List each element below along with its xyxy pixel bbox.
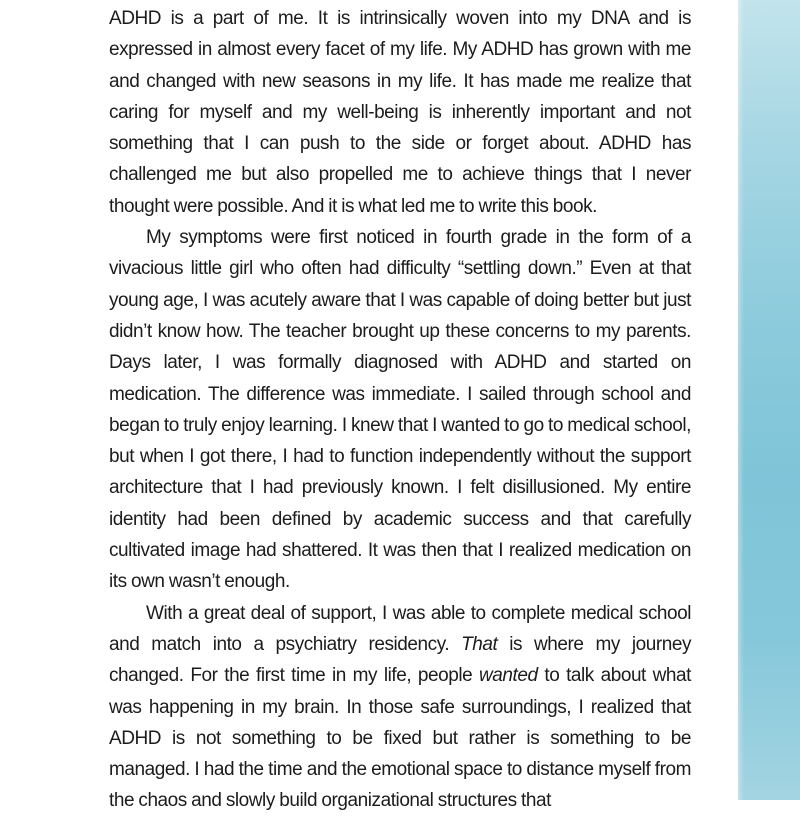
paragraph-1 bbox=[109, 3, 691, 222]
decorative-side-band bbox=[738, 0, 800, 800]
emphasis-that: That bbox=[461, 633, 498, 655]
paragraph-3-text-c: to talk about what was happening in my brain. In those safe surroundings, I realized that ADHD is not something to be fixed but rather is something to be managed. I had the time and the emotional space to distance myself from the chaos and slowly build organizational structures that bbox=[109, 665, 691, 812]
paragraph-2-text: My symptoms were first noticed in fourth grade in the form of a vivacious little girl who often had difficulty “settling down.” Even at that young age, I was acutely aware that I was capable of doing better but just didn’t know how. The teacher brought up these concerns to my parents. Days later, I was formally diagnosed with ADHD and started on medication. The difference was immediate. I sailed through school and began to truly enjoy learning. I knew that I wanted to go to medical school, but when I got there, I had to function independently without the support architecture that I had previously known. I felt disillusioned. My entire identity had been defined by academic success and that carefully cultivated image had shattered. It was then that I realized medication on its own wasn’t enough. bbox=[109, 227, 691, 593]
paragraph-2 bbox=[109, 222, 691, 598]
paragraph-3-text-a: With a great deal of support, I was able to complete medical school and match into a psychiatry residency. bbox=[109, 602, 691, 655]
emphasis-wanted: wanted bbox=[479, 665, 538, 687]
paragraph-1-text: ADHD is a part of me. It is intrinsically woven into my DNA and is expressed in almost every facet of my life. My ADHD has grown with me and changed with new seasons in my life. It has made me realize that caring for myself and my well-being is inherently important and not something that I can push to the side or forget about. ADHD has challenged me but also propelled me to achieve things that I never thought were possible. And it is what led me to write this book. bbox=[109, 8, 691, 217]
paragraph-3 bbox=[109, 598, 691, 817]
paragraph-3-text-b: is where my journey changed. For the first time in my life, people bbox=[109, 633, 691, 687]
body-text bbox=[109, 3, 691, 817]
